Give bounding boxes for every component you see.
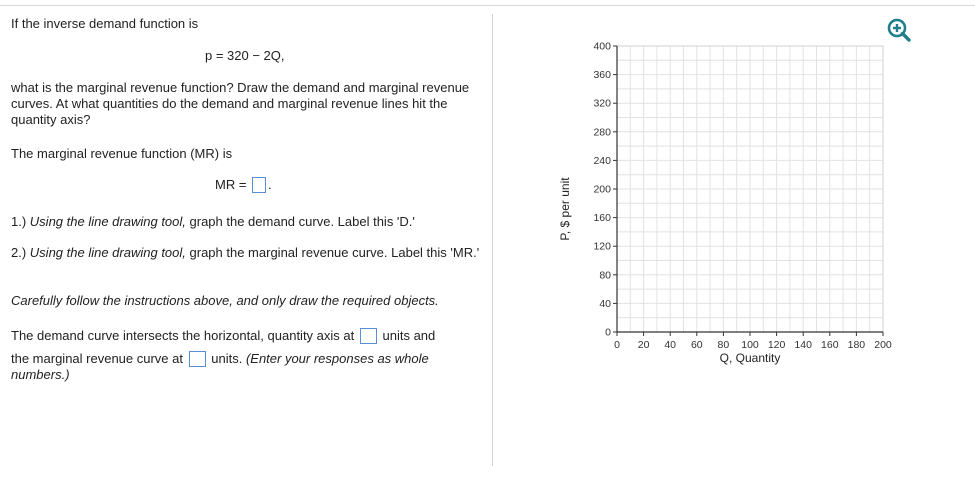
- mr-function-label: The marginal revenue function (MR) is: [11, 146, 233, 161]
- x-tick-label: 20: [637, 339, 650, 351]
- x-tick-label: 200: [874, 339, 892, 351]
- step-2-number: 2.): [11, 245, 27, 260]
- demand-equation: p = 320 − 2Q,: [205, 48, 285, 63]
- top-rule: [0, 5, 975, 6]
- step-1-tool-hint: Using the line drawing tool,: [29, 214, 186, 229]
- question-intro: If the inverse demand function is: [11, 16, 199, 31]
- answer-format-note: (Enter your responses as whole numbers.): [11, 351, 429, 382]
- x-tick-label: 120: [767, 339, 786, 351]
- demand-intercept-input[interactable]: [360, 328, 377, 344]
- x-tick-label: 60: [690, 339, 703, 351]
- panel-divider: [492, 14, 493, 466]
- answer-units-1: units and: [382, 328, 436, 343]
- y-tick-label: 280: [593, 126, 611, 139]
- y-tick-label: 400: [593, 40, 611, 53]
- y-tick-label: 320: [593, 97, 611, 110]
- mr-intercept-input[interactable]: [189, 351, 206, 367]
- y-tick-label: 0: [605, 326, 611, 339]
- answer-line-1: [11, 328, 435, 344]
- step-1-number: 1.): [11, 214, 27, 229]
- graph-area[interactable]: [555, 38, 915, 373]
- y-tick-label: 360: [593, 69, 611, 82]
- x-tick-label: 180: [847, 339, 866, 351]
- y-tick-label: 240: [593, 154, 611, 167]
- question-prompt: what is the marginal revenue function? Draw the demand and marginal revenue curves. At what quantities do the demand and marginal revenue lines hit the quantity axis?: [11, 80, 470, 127]
- x-tick-label: 160: [821, 339, 839, 351]
- mr-equation-prefix: MR =: [215, 177, 247, 192]
- answer-line-2: [11, 351, 481, 383]
- step-1-instruction: [11, 214, 415, 230]
- y-tick-label: 160: [593, 212, 611, 225]
- step-2-instruction: [11, 245, 481, 261]
- x-tick-label: 40: [664, 339, 677, 351]
- y-tick-label: 80: [599, 269, 611, 282]
- y-tick-label: 40: [599, 297, 611, 310]
- x-axis-label: Q, Quantity: [719, 351, 781, 365]
- y-tick-label: 120: [593, 240, 611, 253]
- y-axis-label: P, $ per unit: [558, 177, 572, 241]
- mr-function-input[interactable]: [252, 177, 266, 193]
- answer-demand-text: The demand curve intersects the horizontal, quantity axis at: [11, 328, 355, 343]
- answer-units-2: units.: [211, 351, 243, 366]
- step-1-text: graph the demand curve. Label this 'D.': [189, 214, 415, 229]
- mr-equation-suffix: .: [268, 177, 272, 192]
- mr-equation: [215, 177, 272, 193]
- step-2-text: graph the marginal revenue curve. Label this 'MR.': [189, 245, 480, 260]
- x-tick-label: 140: [794, 339, 812, 351]
- caution-note: Carefully follow the instructions above, and only draw the required objects.: [11, 293, 439, 308]
- x-tick-label: 0: [614, 339, 620, 351]
- answer-mr-text: the marginal revenue curve at: [11, 351, 183, 366]
- y-tick-label: 200: [593, 183, 611, 196]
- x-tick-label: 100: [741, 339, 759, 351]
- x-tick-label: 80: [717, 339, 730, 351]
- step-2-tool-hint: Using the line drawing tool,: [29, 245, 186, 260]
